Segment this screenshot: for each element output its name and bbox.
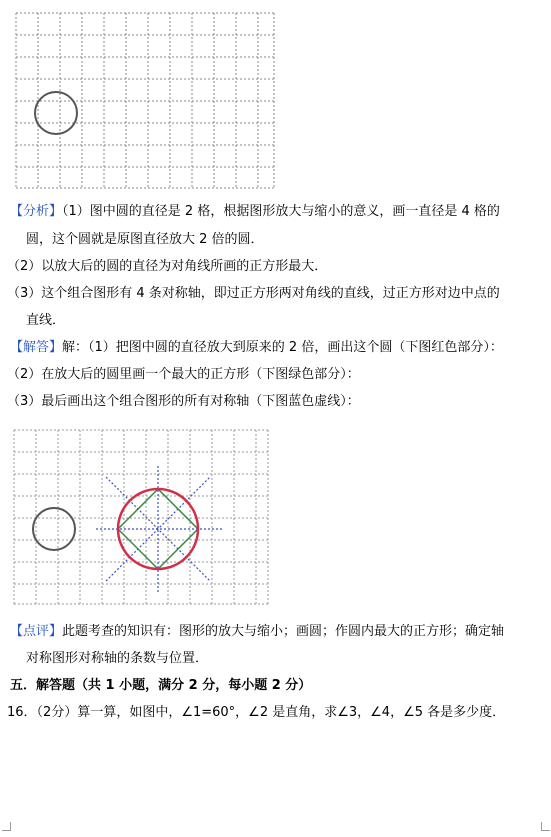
analysis-tag: 【分析】	[10, 204, 63, 219]
answer-line-1: 【解答】解：（1）把图中圆的直径放大到原来的 2 倍，画出这个圆（下图红色部分）：	[10, 340, 503, 355]
answer-tag: 【解答】	[10, 340, 63, 355]
analysis-line-2: 圆，这个圆就是原图直径放大 2 倍的圆．	[26, 232, 264, 247]
analysis-line-5: 直线．	[26, 313, 66, 328]
comment-line-2: 对称图形对称轴的条数与位置．	[26, 651, 209, 666]
symmetry-axes	[96, 466, 222, 592]
page-corner-mark-right	[541, 822, 550, 831]
answer-line-2: （2）在放大后的圆里画一个最大的正方形（下图绿色部分）：	[7, 367, 360, 382]
comment-line-1: 【点评】此题考查的知识有：图形的放大与缩小；画圆；作圆内最大的正方形；确定轴	[10, 624, 505, 639]
analysis-line-1: 【分析】（1）图中圆的直径是 2 格，根据图形放大与缩小的意义，画一直径是 4 格的	[10, 204, 500, 219]
page-corner-mark-left	[2, 822, 11, 831]
question-16: 16．（2分）算一算，如图中，∠1=60°，∠2 是直角，求∠3，∠4，∠5 各是多少度．	[7, 705, 506, 720]
comment-tag: 【点评】	[10, 624, 63, 639]
answer-grid-lines	[14, 430, 268, 604]
original-grid-figure	[10, 8, 278, 190]
answer-grid-figure	[10, 426, 272, 608]
analysis-line-4: （3）这个组合图形有 4 条对称轴，即过正方形两对角线的直线，过正方形对边中点的	[7, 286, 500, 301]
answer-line-3: （3）最后画出这个组合图形的所有对称轴（下图蓝色虚线）：	[7, 394, 360, 409]
analysis-line-3: （2）以放大后的圆的直径为对角线所画的正方形最大．	[7, 259, 328, 274]
grid-lines	[16, 13, 274, 188]
section-heading: 五．解答题（共 1 小题，满分 2 分，每小题 2 分）	[10, 678, 312, 693]
original-circle	[35, 92, 77, 134]
original-circle-copy	[33, 508, 75, 550]
